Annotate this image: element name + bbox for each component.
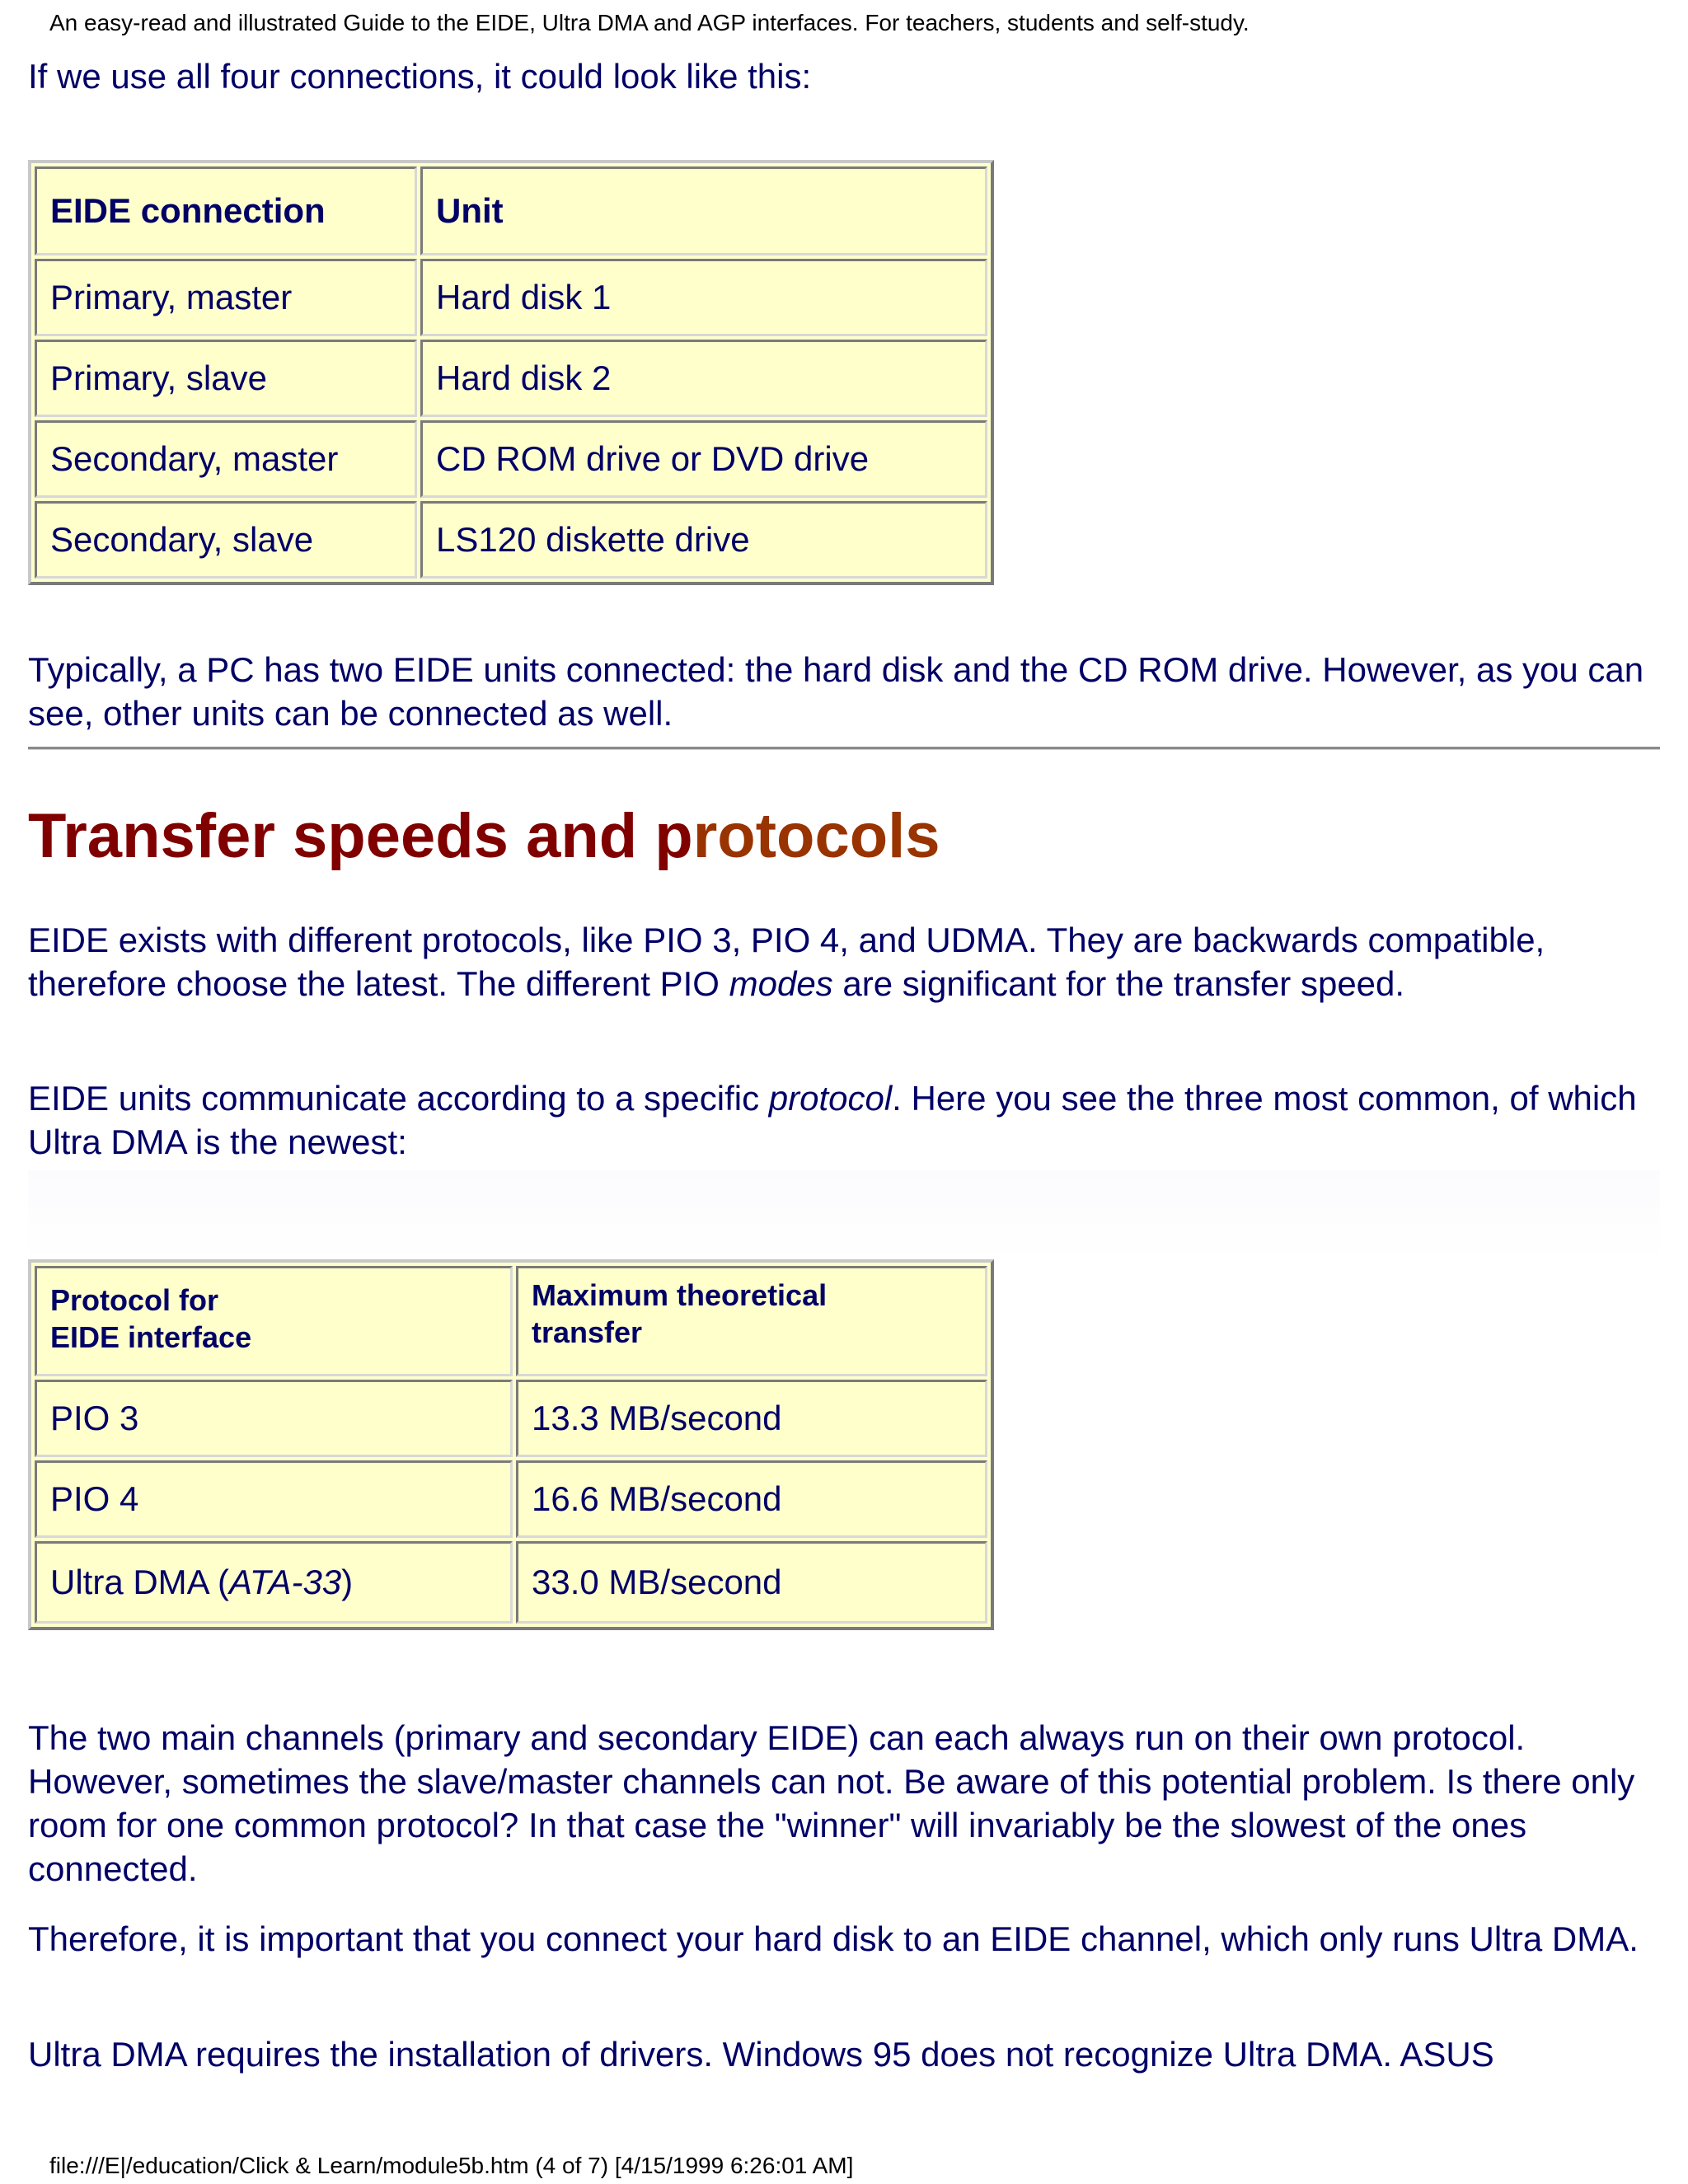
table-cell: Secondary, slave [35, 501, 417, 579]
emphasis-text: ATA-33 [229, 1563, 342, 1601]
table-row [35, 340, 987, 417]
emphasis-text: protocol [768, 1079, 893, 1118]
table-cell: Secondary, master [35, 420, 417, 498]
table-row [35, 259, 987, 336]
table-cell: PIO 3 [35, 1380, 513, 1457]
table-cell: Hard disk 1 [420, 259, 987, 336]
table-cell: PIO 4 [35, 1460, 513, 1538]
text-run: EIDE exists with different protocols, like PIO 3, PIO 4, and UDMA. They are backwards compatible, therefore choose the latest. The different PIO [28, 921, 1545, 1003]
table-cell: Primary, master [35, 259, 417, 336]
protocol-table [28, 1259, 994, 1630]
protocol-intro-paragraph [28, 1076, 1668, 1164]
text-run: EIDE units communicate according to a specific [28, 1079, 769, 1118]
table-header-row [35, 166, 987, 255]
horizontal-rule [28, 747, 1660, 750]
table-cell: Hard disk 2 [420, 340, 987, 417]
table-cell: CD ROM drive or DVD drive [420, 420, 987, 498]
protocols-paragraph [28, 918, 1668, 1005]
table-cell: Primary, slave [35, 340, 417, 417]
table-row [35, 1380, 987, 1457]
table-cell: 13.3 MB/second [516, 1380, 987, 1457]
table-row [35, 501, 987, 579]
channels-paragraph: The two main channels (primary and secondary EIDE) can each always run on their own protocol. However, sometimes the slave/master channels can not. Be aware of this potential problem. Is there only room for one common protocol? In that case the "winner" will invariably be the slowest of the ones connected. [28, 1718, 1635, 1888]
emphasis-text: modes [729, 964, 833, 1003]
header-line: transfer [532, 1315, 643, 1349]
table-cell: 16.6 MB/second [516, 1460, 987, 1538]
text-run: . Here you see the three most common, of which Ultra DMA is the newest: [28, 1079, 1637, 1161]
text-run: Ultra DMA ( [50, 1563, 230, 1601]
table-header-cell: EIDE connection [35, 166, 417, 255]
page-footer-text: file:///E|/education/Click & Learn/module5b.htm (4 of 7) [4/15/1999 6:26:01 AM] [49, 2153, 854, 2178]
table-row [35, 420, 987, 498]
table-cell: LS120 diskette drive [420, 501, 987, 579]
header-line: Maximum theoretical [532, 1278, 828, 1312]
text-run: ) [341, 1563, 354, 1601]
eide-connection-table [28, 160, 994, 585]
therefore-paragraph: Therefore, it is important that you connect your hard disk to an EIDE channel, which only runs Ultra DMA. [28, 1919, 1639, 1958]
intro-paragraph: If we use all four connections, it could look like this: [28, 57, 812, 96]
table-header-row [35, 1266, 987, 1376]
page-header-text: An easy-read and illustrated Guide to the EIDE, Ultra DMA and AGP interfaces. For teachers, students and self-study. [49, 10, 1250, 35]
section-title [28, 799, 940, 874]
header-line: EIDE interface [50, 1320, 252, 1354]
drivers-paragraph: Ultra DMA requires the installation of drivers. Windows 95 does not recognize Ultra DMA. ASUS [28, 2035, 1494, 2074]
section-title-part: rotocols [692, 801, 940, 871]
table-row [35, 1541, 987, 1624]
table-row [35, 1460, 987, 1538]
table-header-cell: Unit [420, 166, 987, 255]
text-run: are significant for the transfer speed. [832, 964, 1405, 1003]
table-header-cell [35, 1266, 513, 1376]
typically-paragraph: Typically, a PC has two EIDE units connected: the hard disk and the CD ROM drive. However, as you can see, other units can be connected as well. [28, 650, 1644, 733]
table-cell [35, 1541, 513, 1624]
header-line: Protocol for [50, 1283, 218, 1317]
section-title-part: Transfer speeds and p [28, 801, 693, 871]
table-cell: 33.0 MB/second [516, 1541, 987, 1624]
table-header-cell [516, 1266, 987, 1376]
spacer-image [28, 1170, 1660, 1261]
